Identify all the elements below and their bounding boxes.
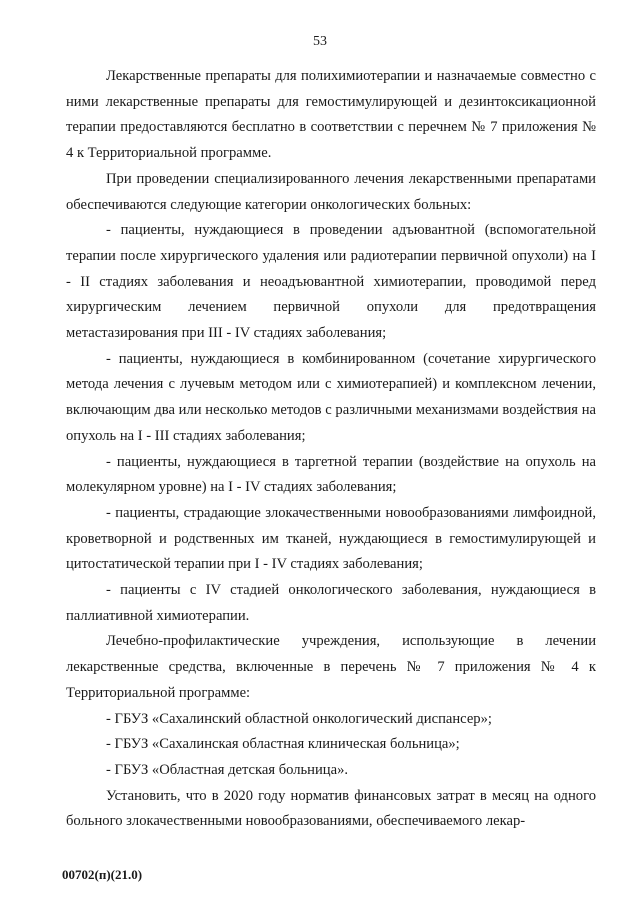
list-item-adjuvant: - пациенты, нуждающиеся в проведении адъювантной (вспомогательной терапии после хирургического удаления или радиотерапии первичной опухоли) на I - II стадиях заболевания и неоадъювантной химиотерапии, проводимой перед хирургическим лечением первичной опухоли для предотвращения метастазирования при III - IV стадиях заболевания; bbox=[66, 222, 596, 342]
paragraph-cost-norm: Установить, что в 2020 году норматив финансовых затрат в месяц на одного больного злокачественными новообразованиями, обеспечиваемого лекар- bbox=[66, 787, 596, 830]
paragraph-institutions-intro: Лечебно-профилактические учреждения, использующие в лечении лекарственные средства, включенные в перечень № 7 приложения № 4 к Территориальной программе: bbox=[66, 633, 596, 701]
list-item-childrens-hospital: - ГБУЗ «Областная детская больница». bbox=[106, 761, 349, 778]
page-number: 53 bbox=[313, 34, 327, 49]
paragraph-drugs-free: Лекарственные препараты для полихимиотерапии и назначаемые совместно с ними лекарственные препараты для гемостимулирующей и дезинтоксикационной терапии предоставляются бесплатно в соответствии с перечнем № 7 приложения № 4 к Территориальной программе. bbox=[66, 68, 596, 162]
list-item-clinical-hospital: - ГБУЗ «Сахалинская областная клиническая больница»; bbox=[106, 736, 460, 753]
paragraph-categories-intro: При проведении специализированного лечения лекарственными препаратами обеспечиваются следующие категории онкологических больных: bbox=[66, 170, 596, 213]
list-item-targeted: - пациенты, нуждающиеся в таргетной терапии (воздействие на опухоль на молекулярном уровне) на I - IV стадиях заболевания; bbox=[66, 453, 596, 496]
list-item-oncology-dispensary: - ГБУЗ «Сахалинский областной онкологический диспансер»; bbox=[106, 710, 492, 727]
list-item-combined: - пациенты, нуждающиеся в комбинированном (сочетание хирургического метода лечения с лучевым методом или с химиотерапией) и комплексном лечении, включающим два или несколько методов с различными механизмами воздействия на опухоль на I - III стадиях заболевания; bbox=[66, 350, 596, 444]
list-item-lymphoid: - пациенты, страдающие злокачественными новообразованиями лимфоидной, кроветворной и родственных им тканей, нуждающиеся в гемостимулирующей и цитостатической терапии при I - IV стадиях заболевания; bbox=[66, 504, 596, 573]
document-body bbox=[66, 64, 596, 835]
list-item-palliative: - пациенты с IV стадией онкологического заболевания, нуждающиеся в паллиативной химиотерапии. bbox=[66, 582, 596, 624]
document-code: 00702(п)(21.0) bbox=[62, 867, 143, 882]
